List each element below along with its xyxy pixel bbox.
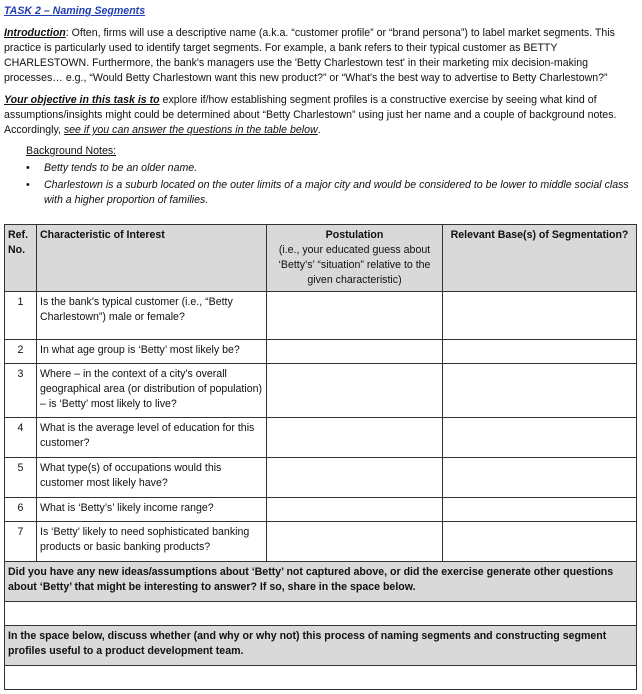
- ideas-answer-field[interactable]: [5, 602, 637, 626]
- row-question: In what age group is ‘Betty’ most likely be?: [37, 340, 267, 364]
- segmentation-bases-cell[interactable]: [443, 458, 637, 498]
- row-question: Is the bank's typical customer (i.e., “Betty Charlestown”) male or female?: [37, 292, 267, 340]
- postulation-cell[interactable]: [267, 458, 443, 498]
- row-question: What is ‘Betty’s’ likely income range?: [37, 498, 267, 522]
- introduction-text: : Often, firms will use a descriptive name (a.k.a. “customer profile” or “brand persona”) to label market segments. This practice is particularly used to identify target segments. For example, a bank refers to their typical customer as BETTY CHARLESTOWN. Furthermore, the bank's managers use the 'Betty Charlestown test' in their marketing mix decision-making processes… e.g., “Would Betty Charlestown want this new product?” or “What's the best way to advertise to Betty Charlestown?”: [4, 27, 615, 84]
- table-row: [5, 340, 637, 364]
- postulation-cell[interactable]: [267, 498, 443, 522]
- segmentation-bases-cell[interactable]: [443, 292, 637, 340]
- row-ref: 5: [5, 458, 37, 498]
- introduction-label: Introduction: [4, 27, 66, 39]
- postulation-cell[interactable]: [267, 418, 443, 458]
- objective-end: .: [317, 124, 321, 136]
- discussion-prompt-row: [5, 626, 637, 666]
- segmentation-bases-cell[interactable]: [443, 522, 637, 562]
- introduction-paragraph: [4, 26, 636, 86]
- discussion-answer-row: [5, 666, 637, 690]
- row-ref: 1: [5, 292, 37, 340]
- task-name: Naming Segments: [52, 5, 146, 17]
- row-question: Is ‘Betty’ likely to need sophisticated banking products or basic banking products?: [37, 522, 267, 562]
- row-question: What type(s) of occupations would this customer most likely have?: [37, 458, 267, 498]
- row-ref: 2: [5, 340, 37, 364]
- segment-profile-table: [4, 224, 637, 690]
- discussion-prompt: In the space below, discuss whether (and why or why not) this process of naming segments and constructing segment profiles useful to a product development team.: [5, 626, 637, 666]
- table-row: [5, 364, 637, 418]
- task-number: TASK 2 –: [4, 5, 53, 17]
- background-note: • Betty tends to be an older name.: [44, 161, 636, 176]
- postulation-cell[interactable]: [267, 364, 443, 418]
- row-ref: 6: [5, 498, 37, 522]
- row-question: What is the average level of education for this customer?: [37, 418, 267, 458]
- ideas-prompt: Did you have any new ideas/assumptions about ‘Betty’ not captured above, or did the exercise generate other questions about ‘Betty’ that might be interesting to answer? If so, share in the space below.: [5, 562, 637, 602]
- segmentation-bases-cell[interactable]: [443, 364, 637, 418]
- row-question: Where – in the context of a city's overall geographical area (or distribution of population) – is ‘Betty’ most likely to live?: [37, 364, 267, 418]
- objective-text: explore if/how establishing segment profiles is a constructive exercise by seeing what kind of assumptions/insights might could be determined about “Betty Charlestown” using just her name and a couple of background notes. Accordingly,: [4, 94, 617, 136]
- table-row: [5, 522, 637, 562]
- task-page: [4, 4, 636, 210]
- objective-label: Your objective in this task is to: [4, 94, 160, 106]
- segmentation-bases-cell[interactable]: [443, 418, 637, 458]
- ref-no-header: Ref. No.: [5, 225, 37, 292]
- postulation-header-subtitle: (i.e., your educated guess about ‘Betty’s’ “situation” relative to the given characteristic): [278, 244, 431, 286]
- table-row: [5, 292, 637, 340]
- postulation-header: [267, 225, 443, 292]
- postulation-header-title: Postulation: [325, 229, 384, 241]
- table-row: [5, 498, 637, 522]
- postulation-cell[interactable]: [267, 340, 443, 364]
- discussion-answer-field[interactable]: [5, 666, 637, 690]
- task-title: [4, 4, 636, 19]
- segmentation-bases-header: Relevant Base(s) of Segmentation?: [443, 225, 637, 292]
- table-row: [5, 458, 637, 498]
- ideas-prompt-row: [5, 562, 637, 602]
- postulation-cell[interactable]: [267, 522, 443, 562]
- table-row: [5, 418, 637, 458]
- background-notes-heading: Background Notes:: [26, 145, 117, 157]
- table-header-row: [5, 225, 637, 292]
- ideas-answer-row: [5, 602, 637, 626]
- objective-paragraph: [4, 93, 636, 138]
- background-notes-list: [4, 161, 636, 208]
- objective-emphasis: see if you can answer the questions in the table below: [63, 124, 318, 136]
- characteristic-header: Characteristic of Interest: [37, 225, 267, 292]
- postulation-cell[interactable]: [267, 292, 443, 340]
- segmentation-bases-cell[interactable]: [443, 340, 637, 364]
- row-ref: 7: [5, 522, 37, 562]
- row-ref: 3: [5, 364, 37, 418]
- background-note: • Charlestown is a suburb located on the outer limits of a major city and would be considered to be lower to middle social class with a higher proportion of families.: [44, 178, 636, 208]
- row-ref: 4: [5, 418, 37, 458]
- segmentation-bases-cell[interactable]: [443, 498, 637, 522]
